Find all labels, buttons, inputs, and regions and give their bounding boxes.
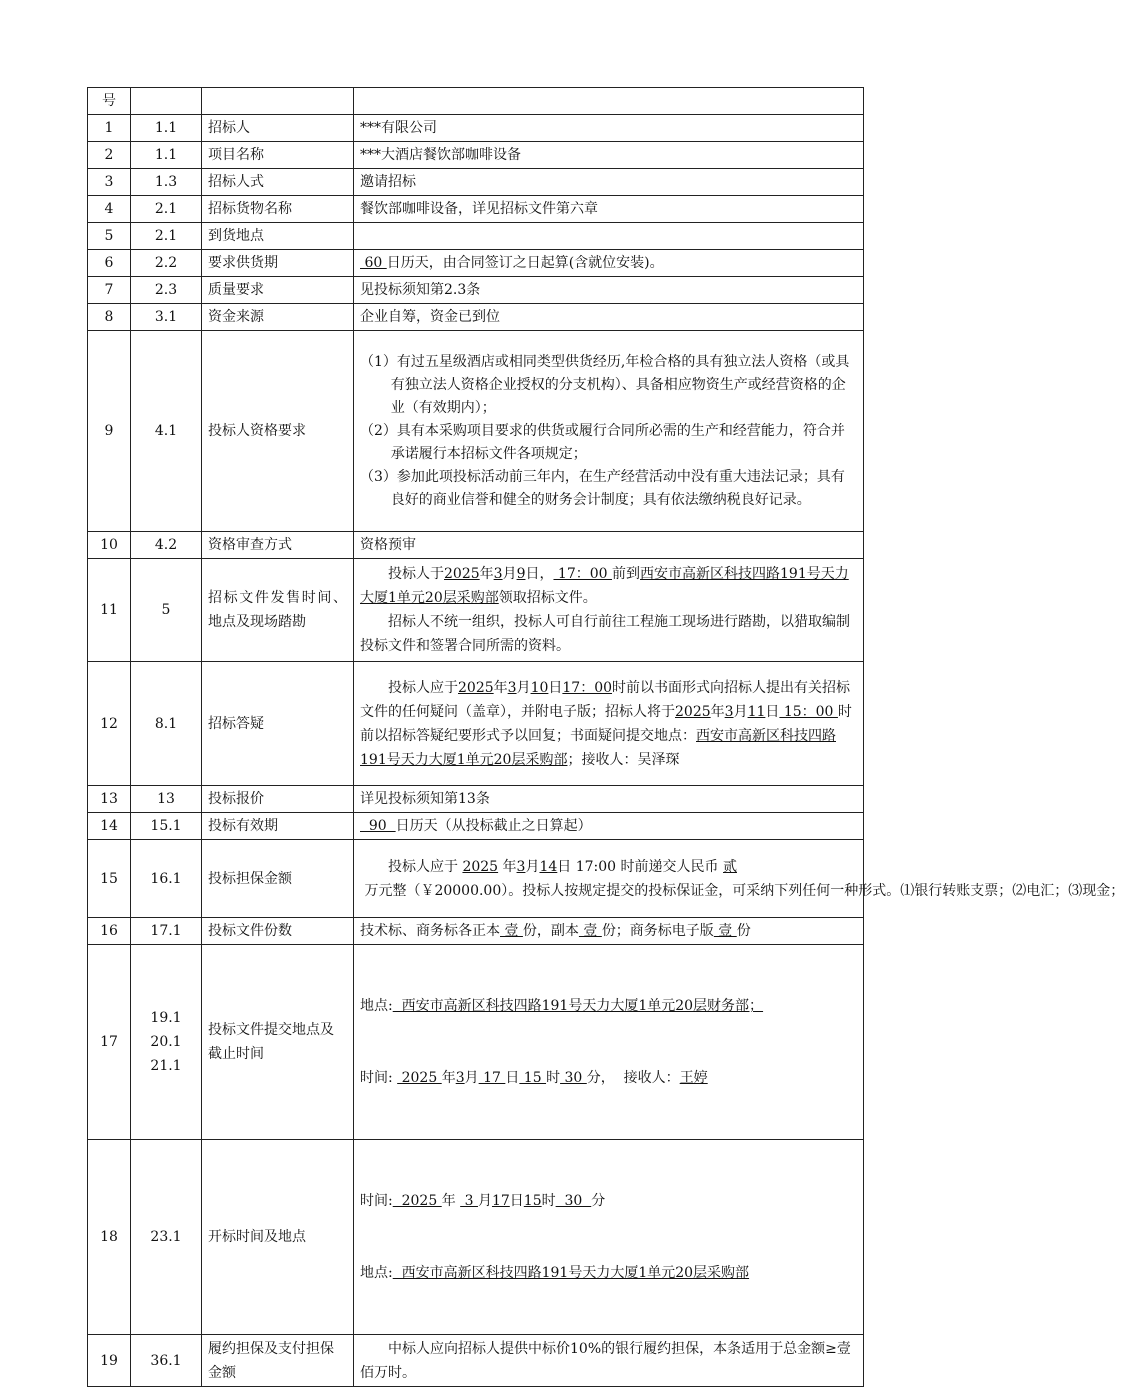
sale-paragraph: 投标人于2025年3月9日， 17：00 前到西安市高新区科技四路191号天力大厦1单元20层采购部领取招标文件。 (360, 566, 849, 606)
table-row: 6 2.2 要求供货期 60 日历天，由合同签订之日起算(含就位安装)。 (88, 250, 864, 277)
table-row: 2 1.1 项目名称 ***大酒店餐饮部咖啡设备 (88, 142, 864, 169)
opening-place: 地点: 西安市高新区科技四路191号天力大厦1单元20层采购部 (360, 1265, 750, 1281)
table-row: 5 2.1 到货地点 (88, 223, 864, 250)
table-row: 7 2.3 质量要求 见投标须知第2.3条 (88, 277, 864, 304)
table-row: 19 36.1 履约担保及支付担保金额 中标人应向招标人提供中标价10%的银行履约担保，本条适用于总金额≥壹佰万时。 (88, 1335, 864, 1387)
qa-paragraph: 投标人应于2025年3月10日17：00时前以书面形式向招标人提出有关招标文件的任何疑问（盖章），并附电子版；招标人将于2025年3月11日 15：00 时前以招标答疑纪要形式予以回复；书面疑问提交地点：西安市高新区科技四路191号天力大厦1单元20层采购部；接收人：吴泽琛 (360, 679, 852, 768)
guarantee-paragraph: 投标人应于 2025 年3月14日 17:00 时前递交人民币 贰 万元整（￥20000.00）。投标人按规定提交的投标保证金，可采纳下列任何一种形式。⑴银行转账支票；⑵电汇；⑶现金； (360, 858, 1124, 899)
qualification-item: （3）参加此项投标活动前三年内，在生产经营活动中没有重大违法记录；具有良好的商业信誉和健全的财务会计制度；具有依法缴纳税良好记录。 (360, 468, 845, 508)
table-row: 11 5 招标文件发售时间、地点及现场踏勘 投标人于2025年3月9日， 17：00 前到西安市高新区科技四路191号天力大厦1单元20层采购部领取招标文件。 招标人不统一组织，投标人可自行前往工程施工现场进行踏勘，以猎取编制投标文件和签署合同所需的资料。 (88, 559, 864, 662)
table-row: 12 8.1 招标答疑 投标人应于2025年3月10日17：00时前以书面形式向招标人提出有关招标文件的任何疑问（盖章），并附电子版；招标人将于2025年3月11日 15：00 时前以招标答疑纪要形式予以回复；书面疑问提交地点：西安市高新区科技四路191号天力大厦1单元20层采购部；接收人：吴泽琛 (88, 662, 864, 786)
opening-time: 时间: 2025 年 3 月17日15时 30 分 (360, 1193, 606, 1209)
table-row: 3 1.3 招标人式 邀请招标 (88, 169, 864, 196)
table-row: 1 1.1 招标人 ***有限公司 (88, 115, 864, 142)
table-row: 17 19.1 20.1 21.1 投标文件提交地点及截止时间 地点: 西安市高新区科技四路191号天力大厦1单元20层财务部； 时间: 2025 年3月 17 日 15 时 30 分， 接收人：王婷 (88, 945, 864, 1140)
table-row: 15 16.1 投标担保金额 投标人应于 2025 年3月14日 17:00 时前递交人民币 贰 万元整（￥20000.00）。投标人按规定提交的投标保证金，可采纳下列任何一种形式。⑴银行转账支票；⑵电汇；⑶现金； (88, 840, 864, 918)
table-row: 18 23.1 开标时间及地点 时间: 2025 年 3 月17日15时 30 分 地点: 西安市高新区科技四路191号天力大厦1单元20层采购部 (88, 1140, 864, 1335)
qualification-item: （2）具有本采购项目要求的供货或履行合同所必需的生产和经营能力，符合并承诺履行本招标文件各项规定； (360, 422, 845, 462)
table-row: 14 15.1 投标有效期 90 日历天（从投标截止之日算起） (88, 813, 864, 840)
qualification-item: （1）有过五星级酒店或相同类型供货经历,年检合格的具有独立法人资格（或具有独立法人资格企业授权的分支机构）、具备相应物资生产或经营资格的企业（有效期内）； (360, 353, 850, 416)
table-row (88, 88, 864, 115)
table-row: 8 3.1 资金来源 企业自筹，资金已到位 (88, 304, 864, 331)
table-row: 10 4.2 资格审查方式 资格预审 (88, 532, 864, 559)
table-row: 9 4.1 投标人资格要求 （1）有过五星级酒店或相同类型供货经历,年检合格的具有独立法人资格（或具有独立法人资格企业授权的分支机构）、具备相应物资生产或经营资格的企业（有效期内）； （2）具有本采购项目要求的供货或履行合同所必需的生产和经营能力，符合并承诺履行本招标文件各项规定； （3）参加此项投标活动前三年内，在生产经营活动中没有重大违法记录；具有良好的商业信誉和健全的财务会计制度；具有依法缴纳税良好记录。 (88, 331, 864, 532)
bid-data-table (87, 87, 1124, 1387)
submission-time: 时间: 2025 年3月 17 日 15 时 30 分， 接收人：王婷 (360, 1070, 708, 1086)
table-row: 13 13 投标报价 详见投标须知第13条 (88, 786, 864, 813)
table-row: 4 2.1 招标货物名称 餐饮部咖啡设备，详见招标文件第六章 (88, 196, 864, 223)
submission-place: 地点: 西安市高新区科技四路191号天力大厦1单元20层财务部； (360, 998, 764, 1014)
table-row: 16 17.1 投标文件份数 技术标、商务标各正本 壹 份，副本 壹 份；商务标电子版 壹 份 (88, 918, 864, 945)
site-visit-paragraph: 招标人不统一组织，投标人可自行前往工程施工现场进行踏勘，以猎取编制投标文件和签署合同所需的资料。 (360, 614, 850, 654)
header-cell: 号 (88, 88, 131, 115)
